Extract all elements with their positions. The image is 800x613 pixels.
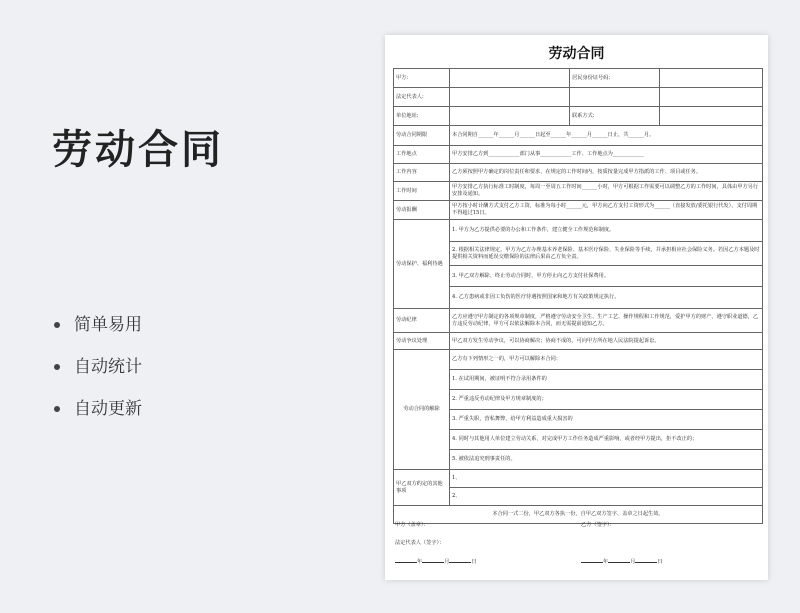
other-item[interactable]: 2、 <box>450 488 763 506</box>
termination-item: 1. 在试用期间，被证明不符合录用条件的 <box>450 370 763 390</box>
id-no-label: 居民身份证号码: <box>570 69 660 88</box>
id-no-label-2 <box>570 88 660 107</box>
termination-item: 2. 严重违反劳动纪律及甲方规章制度的； <box>450 390 763 410</box>
discipline-label: 劳动纪律 <box>394 309 450 333</box>
other-label: 甲乙双方约定的其他事项 <box>394 470 450 506</box>
place-text: 甲方安排乙方到____________部门从事____________工作、工作地点为____________ <box>450 146 763 164</box>
party-a-value[interactable] <box>450 69 570 88</box>
dispute-label: 劳动争议处理 <box>394 333 450 350</box>
welfare-item: 1. 甲方为乙方提供必要的办公和工作条件，建立健全工作规范和制度。 <box>450 220 763 242</box>
date-a[interactable] <box>395 557 477 565</box>
hours-text: 甲方安排乙方执行标准工时制度，每周一至周五工作时间______小时，甲方可根据工作需要可以调整乙方的工作时间，具体由甲方另行安排及通知。 <box>450 182 763 201</box>
bullet-icon <box>54 364 60 370</box>
id-no-value-2[interactable] <box>660 88 763 107</box>
welfare-item: 2. 根据相关法律规定，甲方为乙方办理基本养老保险、基本医疗保险、失业保险等手续，并承担相应社会保险义务。若因乙方本题及时提供相关资料而延误交缴保险的法律后果由乙方负全责。 <box>450 242 763 266</box>
termination-item: 4. 同时与其他用人单位建立劳动关系，对完成甲方工作任务造成严重影响，或者经甲方提出，拒不改正的； <box>450 430 763 450</box>
feature-label: 自动统计 <box>74 357 142 377</box>
unit-addr-label: 单位地址: <box>394 107 450 126</box>
bullet-icon <box>54 406 60 412</box>
place-label: 工作地点 <box>394 146 450 164</box>
day-label: 日 <box>471 559 477 565</box>
year-label: 年 <box>603 559 609 565</box>
term-label: 劳动合同期限 <box>394 126 450 146</box>
month-label: 月 <box>444 559 450 565</box>
termination-item: 3. 严重失职，营私舞弊，给甲方利益造成重大损害的 <box>450 410 763 430</box>
termination-label: 劳动合同的解除 <box>394 350 450 470</box>
feature-item <box>54 357 142 399</box>
closing-text: 本合同一式二份，甲乙双方各执一份，自甲乙双方签字、盖章之日起生效。 <box>394 506 763 524</box>
year-label: 年 <box>417 559 423 565</box>
feature-list <box>54 315 142 441</box>
feature-label: 简单易用 <box>74 315 142 335</box>
promo-title: 劳动合同 <box>52 127 224 173</box>
feature-label: 自动更新 <box>74 399 142 419</box>
welfare-item: 3. 甲乙双方解除、终止劳动合同时，甲方停止向乙方支付社保费用。 <box>450 266 763 287</box>
feature-item <box>54 315 142 357</box>
bullet-icon <box>54 322 60 328</box>
term-text: 本合同期自______年______月______日起至______年______月______日止，共______月。 <box>450 126 763 146</box>
id-no-value[interactable] <box>660 69 763 88</box>
termination-item: 5. 被依法追究刑事责任的。 <box>450 450 763 470</box>
contact-label: 联系方式: <box>570 107 660 126</box>
sign-a-label: 甲方（盖章）： <box>395 522 429 528</box>
other-item[interactable]: 1、 <box>450 470 763 488</box>
content-text: 乙方须按照甲方确定的岗位责任和要求，在规定的工作时间内，按质按量完成甲方指派的工作、项目或任务。 <box>450 164 763 182</box>
dispute-text: 甲乙双方发生劳动争议，可以协商解决；协商不成的，可向甲方所在地人民法院提起诉讼。 <box>450 333 763 350</box>
document-title: 劳动合同 <box>548 46 605 62</box>
legal-rep-label: 法定代表人: <box>394 88 450 107</box>
welfare-item: 4. 乙方患病或非因工负伤的医疗待遇按照国家和地方有关政策规定执行。 <box>450 287 763 309</box>
contract-table <box>393 68 763 524</box>
hours-label: 工作时间 <box>394 182 450 201</box>
contract-document <box>385 35 768 580</box>
pay-text: 甲方按小时计酬方式支付乙方工资，标准为每小时______元，甲方向乙方支付工资形式为______（直接发放/委托银行代发），支付周期不得超过15日。 <box>450 201 763 220</box>
sign-b-label: 乙方（签字）： <box>581 522 615 528</box>
discipline-text: 乙方应遵守甲方制定的各项规章制度，严格遵守劳动安全卫生、生产工艺、操作规程和工作规范，爱护甲方的财产，遵守职业道德，乙方违反劳动纪律，甲方可以依法解除本合同，而无需提前通知乙方。 <box>450 309 763 333</box>
termination-item: 乙方有下列情形之一的，甲方可以解除本合同： <box>450 350 763 370</box>
legal-rep-value[interactable] <box>450 88 570 107</box>
feature-item <box>54 399 142 441</box>
party-a-label: 甲方: <box>394 69 450 88</box>
month-label: 月 <box>630 559 636 565</box>
contact-value[interactable] <box>660 107 763 126</box>
sign-rep-label: 法定代表人（签字）： <box>395 540 445 546</box>
content-label: 工作内容 <box>394 164 450 182</box>
unit-addr-value[interactable] <box>450 107 570 126</box>
date-b[interactable] <box>581 557 663 565</box>
day-label: 日 <box>657 559 663 565</box>
pay-label: 劳动报酬 <box>394 201 450 220</box>
welfare-label: 劳动保护、福利待遇 <box>394 220 450 309</box>
